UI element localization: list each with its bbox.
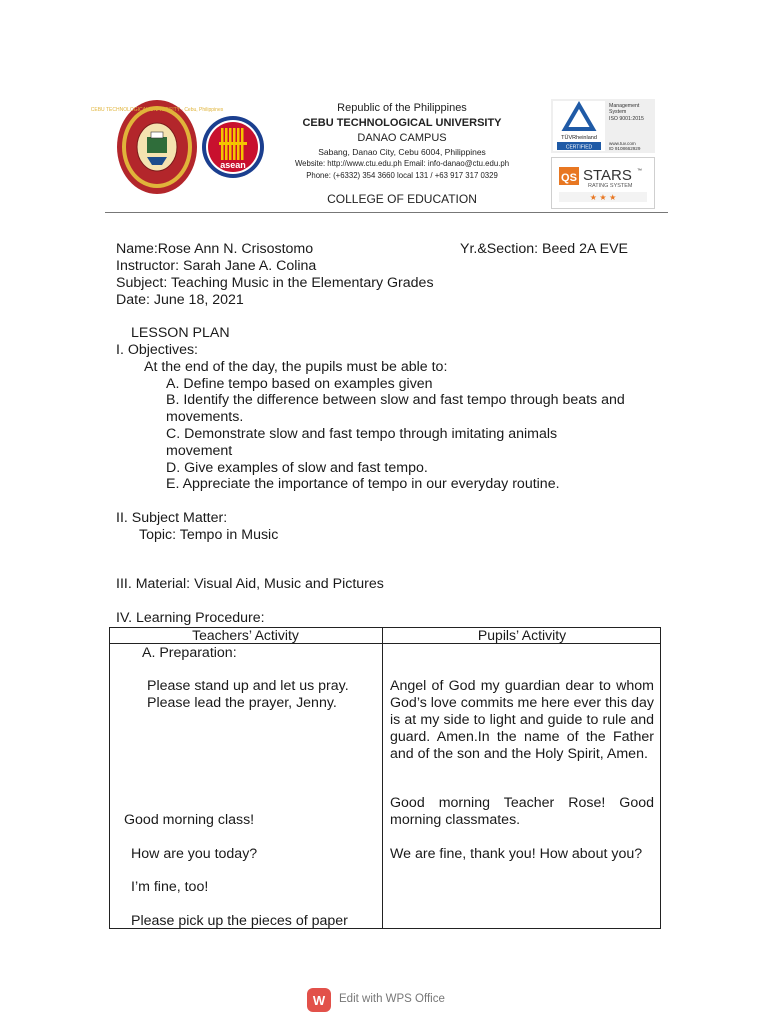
header-divider xyxy=(105,212,668,213)
university-seal-logo xyxy=(90,99,224,195)
svg-text:™: ™ xyxy=(637,168,642,174)
topic-line xyxy=(139,527,278,544)
objective-item: C. Demonstrate slow and fast tempo through imitating animals movement xyxy=(166,426,558,459)
asean-wordmark: asean xyxy=(220,160,246,170)
teacher-line: Good morning class! xyxy=(124,812,255,828)
svg-text:ISO 9001:2015: ISO 9001:2015 xyxy=(609,116,644,122)
objective-item: D. Give examples of slow and fast tempo. xyxy=(166,460,428,476)
teacher-line: How are you today? xyxy=(131,846,258,862)
teacher-line: Please lead the prayer, Jenny. xyxy=(147,695,337,711)
qs-mark: QS xyxy=(561,172,577,184)
asean-logo xyxy=(201,115,265,179)
svg-text:www.tuv.com: www.tuv.com xyxy=(609,141,636,146)
tuv-brand-text: TÜVRheinland xyxy=(561,135,597,141)
edit-with-wps-link[interactable]: Edit with WPS Office xyxy=(339,993,445,1005)
material-label: III. Material: xyxy=(116,576,191,592)
svg-text:ID 9108662929: ID 9108662929 xyxy=(609,146,641,151)
pupils-activity-header: Pupils’ Activity xyxy=(477,627,567,643)
material-line xyxy=(116,576,384,593)
qs-star-glyphs: ★ ★ ★ xyxy=(589,193,617,202)
pupil-response: We are fine, thank you! How about you? xyxy=(390,846,643,862)
table-header-divider xyxy=(109,643,661,644)
teacher-line: Please pick up the pieces of paper xyxy=(131,913,348,929)
qs-rating-text: RATING SYSTEM xyxy=(588,183,633,189)
campus-phone: Phone: (+6332) 354 3660 local 131 / +63 917 317 0329 xyxy=(306,171,498,180)
objectives-intro: At the end of the day, the pupils must be able to: xyxy=(144,359,448,375)
preparation-label: A. Preparation: xyxy=(142,645,237,661)
campus-address: Sabang, Danao City, Cebu 6004, Philippines xyxy=(318,147,486,157)
tuv-certified-text: CERTIFIED xyxy=(565,144,593,151)
objective-item: B. Identify the difference between slow and fast tempo through beats and movements. xyxy=(166,392,625,425)
college-name: COLLEGE OF EDUCATION xyxy=(327,192,477,206)
topic-label: Topic: xyxy=(139,527,177,543)
pupil-response: Angel of God my guardian dear to whom God’s love commits me here ever this day is at my side to light and guide to rule and guard. Amen.In the name of the Father and of the son and the Holy Spirit, Amen. xyxy=(390,678,654,762)
subject-matter-heading: II. Subject Matter: xyxy=(116,510,228,526)
pupil-response: Good morning Teacher Rose! Good morning classmates. xyxy=(390,795,654,828)
qs-stars-badge xyxy=(551,157,655,209)
campus-contact: Website: http://www.ctu.edu.ph Email: info-danao@ctu.edu.ph xyxy=(294,159,510,168)
teacher-line: Please stand up and let us pray. xyxy=(147,678,349,694)
campus-name: DANAO CAMPUS xyxy=(357,132,447,144)
objective-item: A. Define tempo based on examples given xyxy=(166,376,433,392)
tuv-certification-badge xyxy=(551,99,655,153)
instructor: Instructor: Sarah Jane A. Colina xyxy=(116,258,317,274)
teacher-line: I’m fine, too! xyxy=(131,879,209,895)
lesson-plan-title: LESSON PLAN xyxy=(131,325,230,341)
wps-office-icon[interactable] xyxy=(306,987,332,1013)
svg-text:System: System xyxy=(609,109,627,115)
svg-text:Management: Management xyxy=(609,103,640,109)
procedure-heading: IV. Learning Procedure: xyxy=(116,610,265,626)
qs-stars-word: STARS xyxy=(583,167,632,184)
objectives-heading: I. Objectives: xyxy=(116,342,199,358)
objective-item: E. Appreciate the importance of tempo in our everyday routine. xyxy=(166,476,560,492)
year-section: Yr.&Section: Beed 2A EVE xyxy=(460,241,628,257)
teachers-activity-header: Teachers’ Activity xyxy=(192,627,299,643)
seal-lettering: CEBU TECHNOLOGICAL UNIVERSITY · Cebu, Philippines xyxy=(90,107,224,113)
svg-text:W: W xyxy=(312,993,326,1008)
subject: Subject: Teaching Music in the Elementary Grades xyxy=(116,275,434,291)
university-name: CEBU TECHNOLOGICAL UNIVERSITY xyxy=(302,117,502,129)
republic-line: Republic of the Philippines xyxy=(337,102,467,114)
material-value: Visual Aid, Music and Pictures xyxy=(194,576,384,592)
table-column-divider xyxy=(382,627,383,929)
date: Date: June 18, 2021 xyxy=(116,292,244,308)
topic-value: Tempo in Music xyxy=(179,527,279,543)
student-name: Name:Rose Ann N. Crisostomo xyxy=(116,241,314,257)
